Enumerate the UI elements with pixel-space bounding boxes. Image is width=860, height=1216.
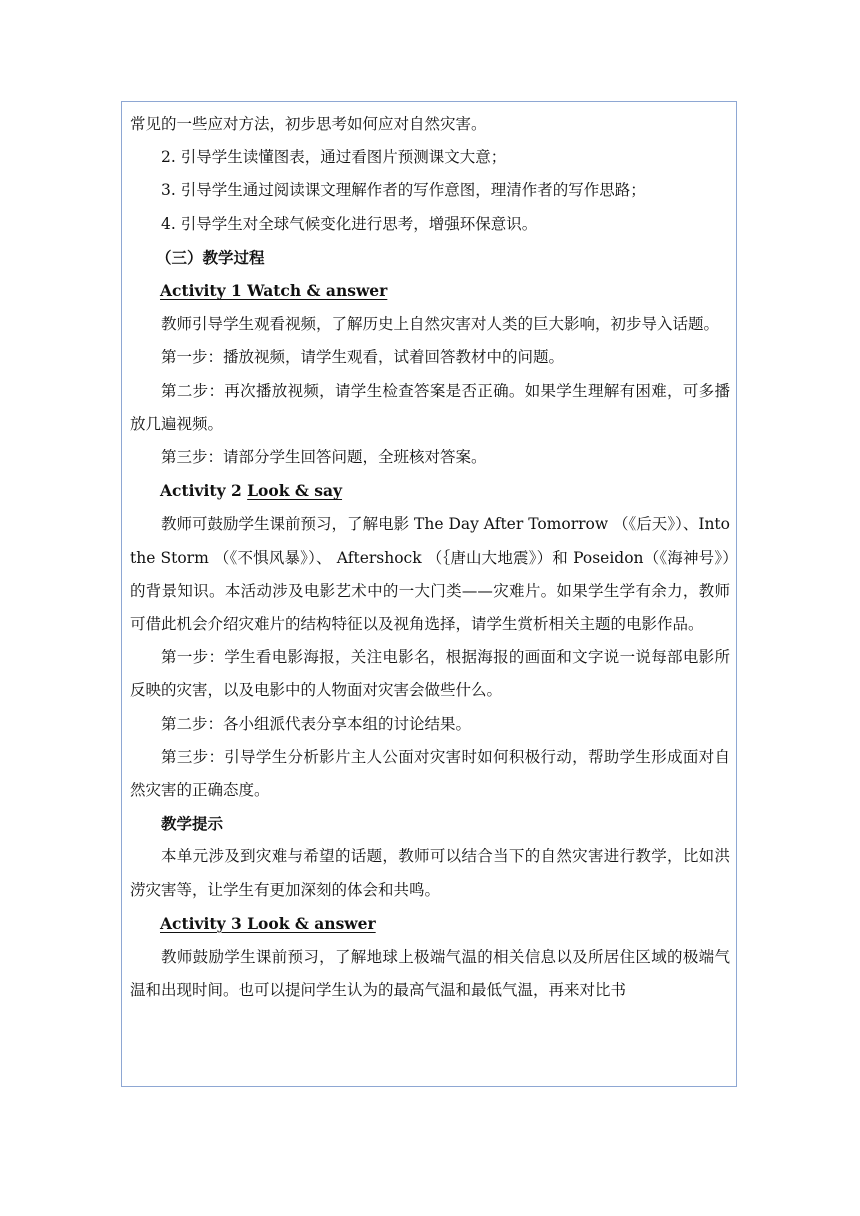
activity-2-heading [130, 474, 730, 508]
activity-1-heading [130, 274, 730, 308]
activity-2-step-2: 第二步：各小组派代表分享本组的讨论结果。 [161, 714, 472, 733]
activity-1-step-1: 第一步：播放视频，请学生观看，试着回答教材中的问题。 [161, 348, 565, 367]
activity-3-title: Activity 3 Look & answer [160, 913, 376, 933]
lesson-content [130, 108, 730, 1007]
activity-2-step-1: 第一步：学生看电影海报，关注电影名，根据海报的画面和文字说一说每部电影所反映的灾害，以及电影中的人物面对灾害会做些什么。 [130, 648, 730, 700]
activity-1-title: Activity 1 Watch & answer [160, 281, 388, 301]
section-title: （三）教学过程 [156, 247, 265, 267]
activity-2-label: Activity 2 [160, 481, 248, 501]
activity-2-title: Look & say [247, 481, 343, 501]
objective-2: 2. 引导学生读懂图表，通过看图片预测课文大意； [161, 148, 507, 167]
activity-3-intro: 教师鼓励学生课前预习，了解地球上极端气温的相关信息以及所居住区域的极端气温和出现时间。也可以提问学生认为的最高气温和最低气温，再来对比书 [130, 948, 730, 1000]
activity-1-step-3: 第三步：请部分学生回答问题，全班核对答案。 [161, 448, 487, 467]
activity-2-step-3: 第三步：引导学生分析影片主人公面对灾害时如何积极行动，帮助学生形成面对自然灾害的正确态度。 [130, 747, 730, 800]
tips-body: 本单元涉及到灾难与希望的话题，教师可以结合当下的自然灾害进行教学，比如洪涝灾害等，让学生有更加深刻的体会和共鸣。 [130, 847, 730, 899]
text-line: 常见的一些应对方法，初步思考如何应对自然灾害。 [130, 115, 487, 133]
activity-1-step-2: 第二步：再次播放视频，请学生检查答案是否正确。如果学生理解有困难，可多播放几遍视频。 [130, 381, 730, 433]
activity-2-intro: 教师可鼓励学生课前预习，了解电影 The Day After Tomorrow （《后天》）、Into the Storm （《不惧风暴》）、 Aftershock （｛唐山大地震》）和 Poseidon（《海神号》）的背景知识。本活动涉及电影艺术中的一大门类——灾难片。如果学生学有余力，教师可借此机会介绍灾难片的结构特征以及视角选择，请学生赏析相关主题的电影作品。 [130, 515, 730, 634]
objective-4: 4. 引导学生对全球气候变化进行思考，增强环保意识。 [161, 214, 538, 233]
activity-1-intro: 教师引导学生观看视频，了解历史上自然灾害对人类的巨大影响，初步导入话题。 [161, 315, 720, 334]
tips-title: 教学提示 [161, 814, 224, 834]
objective-3: 3. 引导学生通过阅读课文理解作者的写作意图，理清作者的写作思路； [161, 181, 646, 200]
activity-3-heading [130, 907, 730, 941]
